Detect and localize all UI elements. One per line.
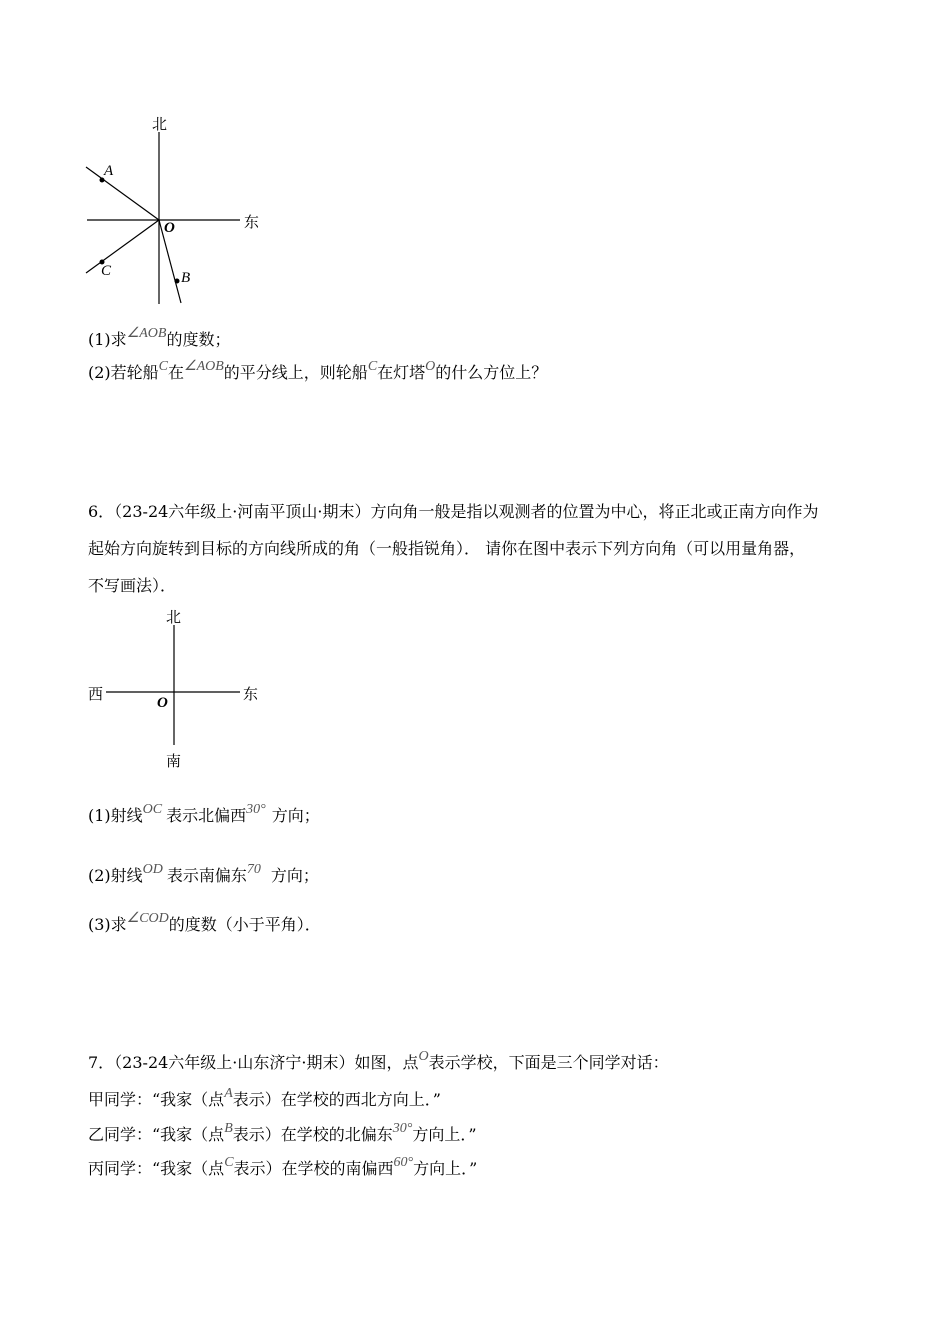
q6-line3: 不写画法）． [88, 576, 177, 595]
q5-part2: (2)若轮船C在∠AOB的平分线上，则轮船C在灯塔O的什么方位上？ [88, 359, 548, 382]
q7-yi: 乙同学：“我家（点B表示）在学校的北偏东30°方向上．” [88, 1121, 477, 1144]
south-label: 南 [166, 752, 182, 770]
q7-line1: 7．（23-24六年级上·山东济宁·期末）如图，点O表示学校，下面是三个同学对话： [88, 1049, 669, 1072]
q6-line2: 起始方向旋转到目标的方向线所成的角（一般指锐角）． 请你在图中表示下列方向角（可以用量角器， [88, 539, 806, 558]
east-label-2: 东 [243, 685, 259, 703]
origin-label-2: O [157, 695, 168, 711]
q6-line1: 6．（23-24六年级上·河南平顶山·期末）方向角一般是指以观测者的位置为中心，将正北或正南方向作为 [88, 502, 819, 521]
west-label: 西 [88, 685, 104, 703]
point-a-label: A [104, 163, 114, 179]
east-label: 东 [244, 213, 260, 231]
q5-part1: (1)求∠AOB的度数； [88, 326, 231, 349]
north-label-2: 北 [166, 608, 182, 626]
angle-aob: ∠AOB [126, 326, 167, 341]
point-c-label: C [101, 263, 112, 279]
q6-part2: (2)射线OD 表示南偏东70 方向； [88, 862, 319, 885]
q7-jia: 甲同学：“我家（点A表示）在学校的西北方向上．” [88, 1086, 441, 1109]
north-label: 北 [152, 115, 168, 133]
q6-part3: (3)求∠COD的度数（小于平角）． [88, 911, 321, 934]
point-b-label: B [181, 270, 191, 286]
origin-label: O [164, 220, 175, 236]
q6-part1: (1)射线OC 表示北偏西30° 方向； [88, 802, 320, 825]
q7-bing: 丙同学：“我家（点C表示）在学校的南偏西60°方向上．” [88, 1155, 478, 1178]
